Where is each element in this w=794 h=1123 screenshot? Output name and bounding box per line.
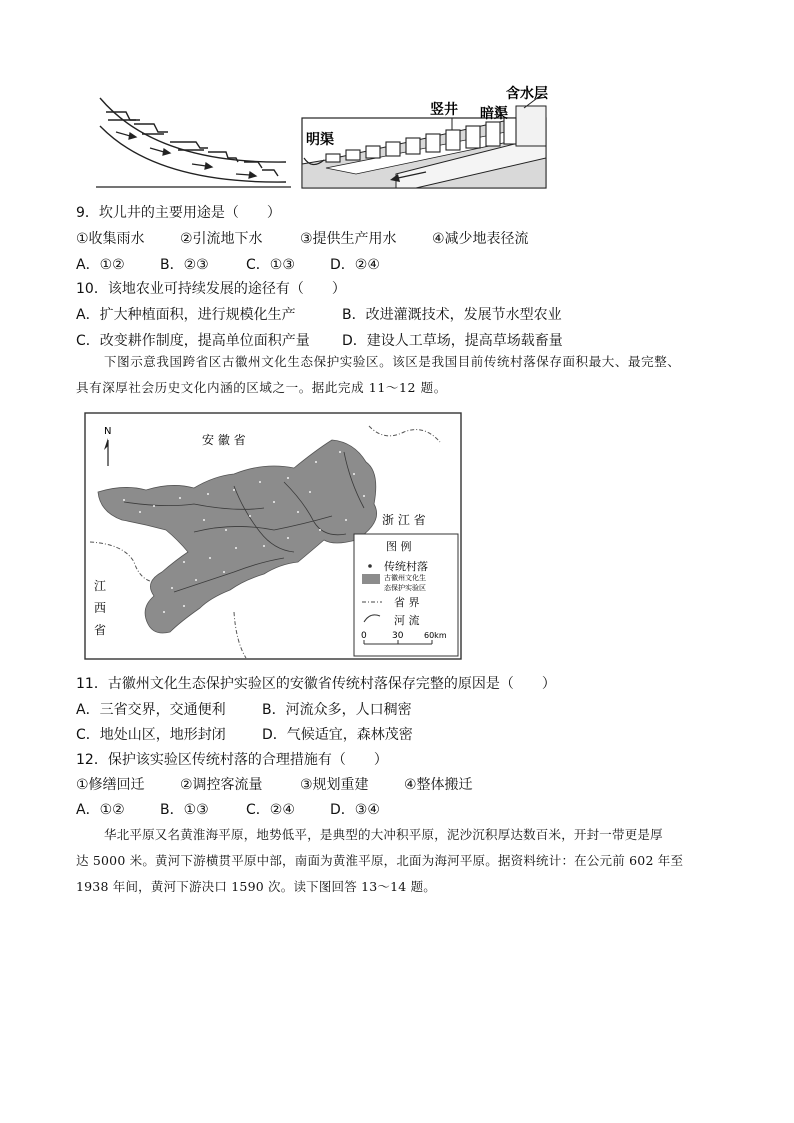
north-label: N	[104, 426, 112, 437]
intro-13-14-line2: 达 5000 米。黄河下游横贯平原中部，南面为黄淮平原，北面为海河平原。据资料统计：在公元前 602 年至	[76, 853, 684, 868]
q11-option-b[interactable]: B．河流众多，人口稠密	[262, 702, 412, 718]
karez-figure	[96, 84, 556, 190]
q11-option-a[interactable]: A．三省交界，交通便利	[76, 702, 226, 718]
q12-stem: 12．保护该实验区传统村落的合理措施有（ ）	[76, 752, 388, 768]
q12-item-3: ③规划重建	[300, 777, 369, 793]
q9-item-2: ②引流地下水	[180, 231, 263, 247]
q9-item-1: ①收集雨水	[76, 231, 145, 247]
q12-option-a[interactable]: A．①②	[76, 802, 125, 818]
scale-end: 60km	[424, 631, 447, 640]
q9-item-4: ④减少地表径流	[432, 231, 529, 247]
q10-option-c[interactable]: C．改变耕作制度，提高单位面积产量	[76, 333, 310, 349]
legend-zone-2: 态保护实验区	[384, 584, 426, 592]
huizhou-map	[84, 412, 462, 660]
q9-option-c[interactable]: C．①③	[246, 257, 295, 273]
label-vertical-well: 竖井	[430, 102, 458, 118]
q10-option-d[interactable]: D．建设人工草场，提高草场载畜量	[342, 333, 563, 349]
intro-13-14-line3: 1938 年间，黄河下游决口 1590 次。读下图回答 13～14 题。	[76, 879, 437, 894]
q12-item-2: ②调控客流量	[180, 777, 263, 793]
q9-option-a[interactable]: A．①②	[76, 257, 125, 273]
q12-option-c[interactable]: C．②④	[246, 802, 295, 818]
province-jiangxi-3: 省	[94, 623, 107, 637]
q9-option-d[interactable]: D．②④	[330, 257, 380, 273]
scale-zero: 0	[361, 631, 367, 641]
q9-option-b[interactable]: B．②③	[160, 257, 209, 273]
q9-stem: 9．坎儿井的主要用途是（ ）	[76, 205, 281, 221]
karez-left-arrows	[116, 132, 256, 178]
q12-option-b[interactable]: B．①③	[160, 802, 209, 818]
q11-option-c[interactable]: C．地处山区，地形封闭	[76, 727, 226, 743]
q10-option-b[interactable]: B．改进灌溉技术，发展节水型农业	[342, 307, 562, 323]
q9-item-3: ③提供生产用水	[300, 231, 397, 247]
karez-right-panel	[302, 96, 546, 188]
legend-zone-1: 古徽州文化生	[384, 574, 426, 582]
label-open-canal: 明渠	[306, 132, 334, 148]
province-jiangxi-2: 西	[94, 601, 107, 615]
intro-13-14-line1: 华北平原又名黄淮海平原，地势低平，是典型的大冲积平原，泥沙沉积厚达数百米，开封一带更是厚	[104, 827, 663, 842]
province-anhui: 安 徽 省	[202, 433, 246, 447]
q12-option-d[interactable]: D．③④	[330, 802, 380, 818]
scale-mid: 30	[392, 631, 404, 641]
label-aquifer: 含水层	[506, 86, 548, 102]
q12-item-1: ①修缮回迁	[76, 777, 145, 793]
q10-option-a[interactable]: A．扩大种植面积，进行规模化生产	[76, 307, 296, 323]
intro-11-12-line1: 下图示意我国跨省区古徽州文化生态保护实验区。该区是我国目前传统村落保存面积最大、最完整、	[104, 354, 681, 369]
legend-title: 图 例	[386, 540, 412, 553]
q12-item-4: ④整体搬迁	[404, 777, 473, 793]
q11-option-d[interactable]: D．气候适宜，森林茂密	[262, 727, 413, 743]
q11-stem: 11．古徽州文化生态保护实验区的安徽省传统村落保存完整的原因是（ ）	[76, 676, 556, 692]
karez-left-panel	[96, 98, 291, 187]
q10-stem: 10．该地农业可持续发展的途径有（ ）	[76, 281, 346, 297]
legend-river: 河 流	[394, 614, 420, 627]
label-hidden-canal: 暗渠	[480, 106, 508, 122]
province-zhejiang: 浙 江 省	[382, 513, 426, 527]
legend-village: 传统村落	[384, 560, 428, 573]
legend-boundary: 省 界	[394, 596, 420, 609]
province-jiangxi-1: 江	[94, 579, 107, 593]
intro-11-12-line2: 具有深厚社会历史文化内涵的区域之一。据此完成 11～12 题。	[76, 380, 447, 395]
